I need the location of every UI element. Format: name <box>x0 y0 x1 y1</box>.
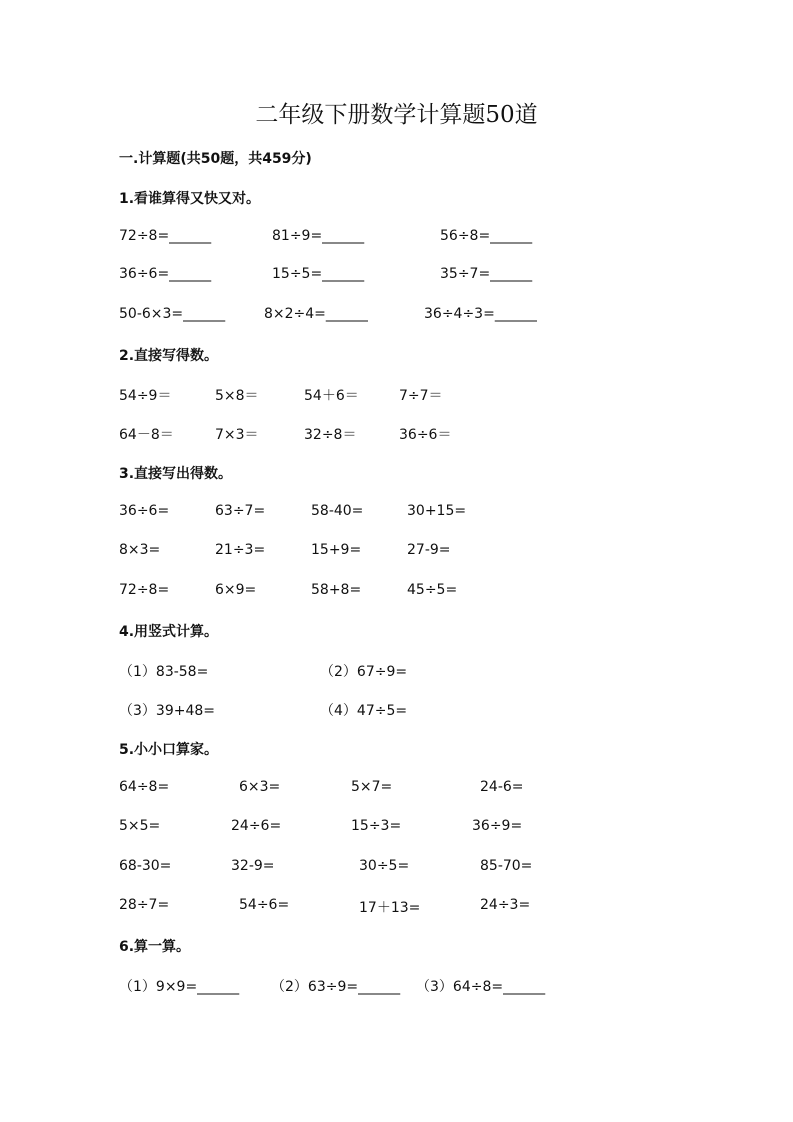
problem: 15+9= <box>311 542 362 558</box>
problem: 5×5= <box>119 818 161 834</box>
problem: 54÷9＝ <box>119 388 172 404</box>
problem: 72÷8=______ <box>119 228 212 244</box>
problem: 32-9= <box>231 858 275 874</box>
section-2-heading: 2.直接写得数。 <box>119 348 219 364</box>
problem: 32÷8＝ <box>304 427 357 443</box>
problem: 28÷7= <box>119 897 170 913</box>
problem: 8×2÷4=______ <box>264 306 368 322</box>
section-1-heading: 1.看谁算得又快又对。 <box>119 191 261 207</box>
problem: 81÷9=______ <box>272 228 365 244</box>
problem: 7÷7＝ <box>399 388 443 404</box>
problem: 64－8＝ <box>119 427 174 443</box>
problem: 27-9= <box>407 542 451 558</box>
problem: 56÷8=______ <box>440 228 533 244</box>
section-5-heading: 5.小小口算家。 <box>119 742 219 758</box>
problem: 30+15= <box>407 503 467 519</box>
page-title: 二年级下册数学计算题50道 <box>255 102 538 128</box>
problem: 54÷6= <box>239 897 290 913</box>
problem: 21÷3= <box>215 542 266 558</box>
problem: 7×3＝ <box>215 427 259 443</box>
section-4-heading: 4.用竖式计算。 <box>119 624 219 640</box>
problem: 58-40= <box>311 503 364 519</box>
problem: 6×3= <box>239 779 281 795</box>
problem: （2）67÷9= <box>320 664 408 680</box>
problem: 5×7= <box>351 779 393 795</box>
problem: 36÷6＝ <box>399 427 452 443</box>
problem: 15÷3= <box>351 818 402 834</box>
part-heading: 一.计算题(共50题，共459分) <box>119 151 312 167</box>
problem: 30÷5= <box>359 858 410 874</box>
problem: 45÷5= <box>407 582 458 598</box>
problem: 64÷8= <box>119 779 170 795</box>
problem: 24÷6= <box>231 818 282 834</box>
problem: 36÷6=______ <box>119 266 212 282</box>
problem: 85-70= <box>480 858 533 874</box>
problem: 36÷4÷3=______ <box>424 306 537 322</box>
problem: 36÷6= <box>119 503 170 519</box>
problem: 35÷7=______ <box>440 266 533 282</box>
problem: 68-30= <box>119 858 172 874</box>
problem: 8×3= <box>119 542 161 558</box>
problem: （4）47÷5= <box>320 703 408 719</box>
problem: 72÷8= <box>119 582 170 598</box>
problem: 17＋13= <box>359 900 421 916</box>
problem: 54＋6＝ <box>304 388 359 404</box>
problem: 6×9= <box>215 582 257 598</box>
problem: （1）9×9=______ <box>119 979 240 995</box>
problem: 15÷5=______ <box>272 266 365 282</box>
problem: 5×8＝ <box>215 388 259 404</box>
problem: 50-6×3=______ <box>119 306 226 322</box>
problem: （3）64÷8=______ <box>416 979 546 995</box>
problem: （2）63÷9=______ <box>271 979 401 995</box>
problem: （1）83-58= <box>119 664 209 680</box>
problem: （3）39+48= <box>119 703 215 719</box>
problem: 58+8= <box>311 582 362 598</box>
problem: 24÷3= <box>480 897 531 913</box>
problem: 24-6= <box>480 779 524 795</box>
problem: 63÷7= <box>215 503 266 519</box>
section-6-heading: 6.算一算。 <box>119 939 191 955</box>
section-3-heading: 3.直接写出得数。 <box>119 466 233 482</box>
problem: 36÷9= <box>472 818 523 834</box>
